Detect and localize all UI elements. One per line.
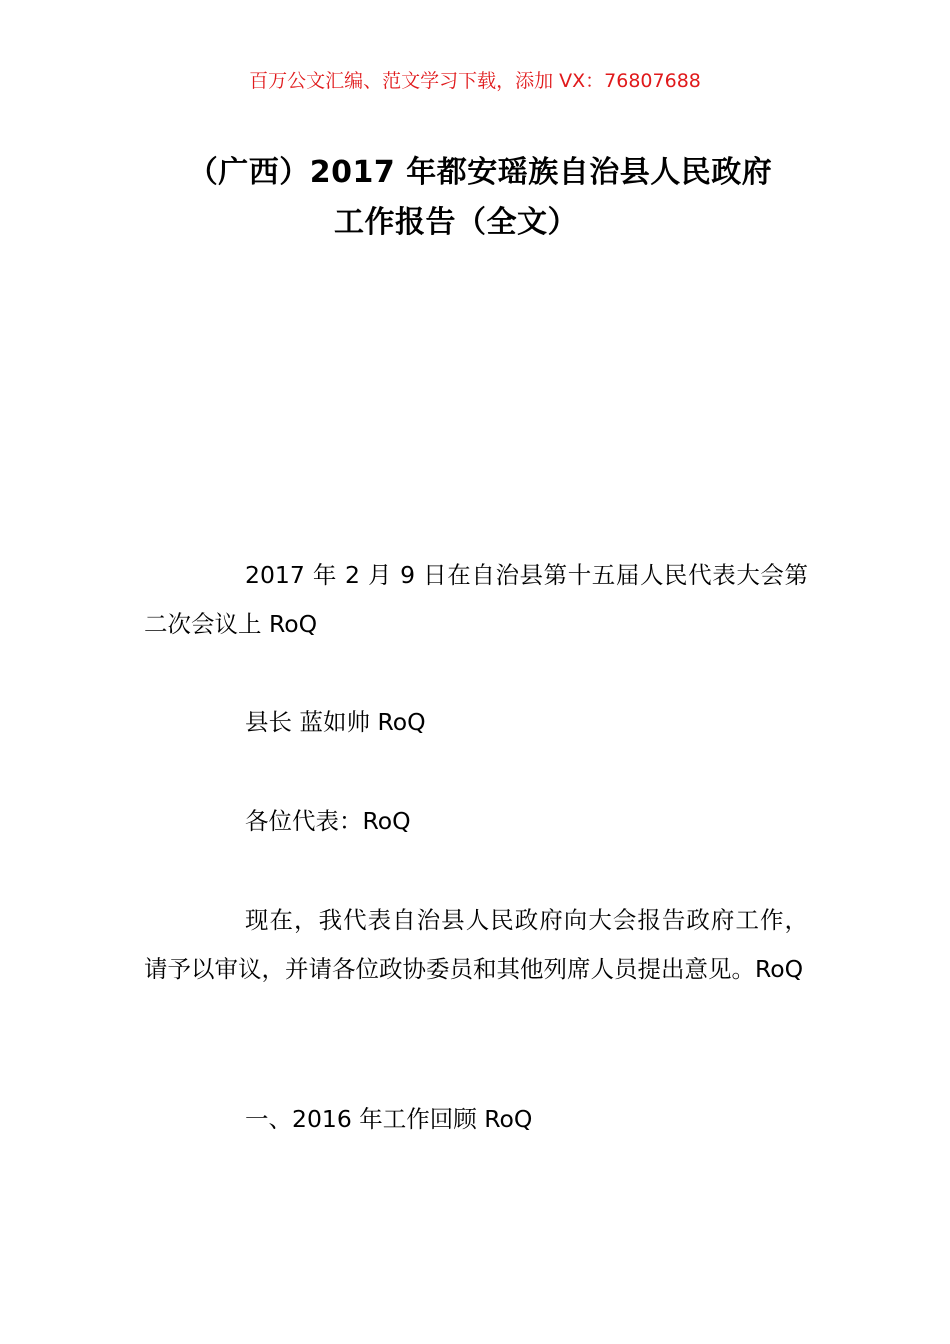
paragraph-meeting-info — [144, 551, 808, 649]
paragraph-speaker — [144, 698, 808, 747]
paragraph-salutation — [144, 797, 808, 846]
paragraph-text: 县长 蓝如帅 RoQ — [245, 708, 426, 736]
paragraph-text: 现在，我代表自治县人民政府向大会报告政府工作，请予以审议，并请各位政协委员和其他列席人员提出意见。RoQ — [144, 906, 808, 983]
section-heading-review — [144, 1095, 808, 1144]
header-promo-note: 百万公文汇编、范文学习下载，添加 VX：76807688 — [249, 70, 701, 92]
paragraph-text: 一、2016 年工作回顾 RoQ — [245, 1105, 533, 1133]
paragraph-text: 2017 年 2 月 9 日在自治县第十五届人民代表大会第二次会议上 RoQ — [144, 561, 808, 638]
document-title — [140, 148, 820, 248]
paragraph-text: 各位代表：RoQ — [245, 807, 411, 835]
title-line-2: 工作报告（全文） — [334, 205, 578, 240]
title-line-1: （广西）2017 年都安瑶族自治县人民政府 — [187, 155, 773, 190]
paragraph-intro — [144, 896, 808, 994]
